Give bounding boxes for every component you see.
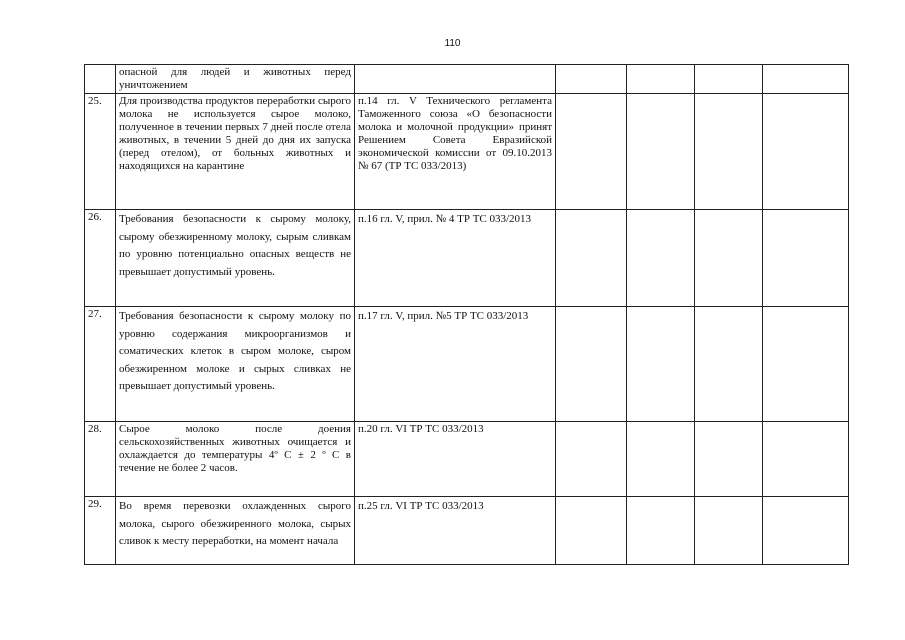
empty-cell <box>627 94 695 210</box>
empty-cell <box>763 94 849 210</box>
row-number: 26. <box>85 210 116 307</box>
reference-text: п.20 гл. VI ТР ТС 033/2013 <box>355 422 556 497</box>
requirement-text: Требования безопасности к сырому молоку по уровню содержания микроорганизмов и соматических клеток в сыром молоке, сыром обезжиренном молоке и сырых сливках не превышает допустимый уровень. <box>116 307 355 422</box>
requirement-text: Сырое молоко после доения сельскохозяйственных животных очищается и охлаждается до температуры 4º С ± 2 º С в течение не более 2 часов. <box>116 422 355 497</box>
reference-text: п.14 гл. V Технического регламента Таможенного союза «О безопасности молока и молочной продукции» принят Решением Совета Евразийской экономической комиссии от 09.10.2013 № 67 (ТР ТС 033/2013) <box>355 94 556 210</box>
empty-cell <box>556 94 627 210</box>
row-number: 29. <box>85 497 116 565</box>
requirement-text: Во время перевозки охлажденных сырого молока, сырого обезжиренного молока, сырых сливок к месту переработки, на момент начала <box>116 497 355 565</box>
table-row <box>85 210 849 307</box>
table-row <box>85 94 849 210</box>
empty-cell <box>763 422 849 497</box>
row-number: 28. <box>85 422 116 497</box>
reference-text: п.25 гл. VI ТР ТС 033/2013 <box>355 497 556 565</box>
row-number: 27. <box>85 307 116 422</box>
table-row <box>85 307 849 422</box>
empty-cell <box>695 497 763 565</box>
row-number <box>85 65 116 94</box>
table-row <box>85 422 849 497</box>
empty-cell <box>627 307 695 422</box>
table-row <box>85 497 849 565</box>
empty-cell <box>627 210 695 307</box>
empty-cell <box>556 307 627 422</box>
empty-cell <box>556 210 627 307</box>
requirement-text: Для производства продуктов переработки сырого молока не используется сырое молоко, полученное в течении первых 7 дней после отела животных, в течении 5 дней до дня их запуска (перед отелом), от больных животных и находящихся на карантине <box>116 94 355 210</box>
empty-cell <box>556 422 627 497</box>
empty-cell <box>763 497 849 565</box>
table-row <box>85 65 849 94</box>
empty-cell <box>695 94 763 210</box>
empty-cell <box>556 497 627 565</box>
empty-cell <box>763 65 849 94</box>
requirement-text: Требования безопасности к сырому молоку, сырому обезжиренному молоку, сырым сливкам по уровню потенциально опасных веществ не превышает допустимый уровень. <box>116 210 355 307</box>
empty-cell <box>556 65 627 94</box>
requirements-table <box>84 64 849 565</box>
empty-cell <box>695 210 763 307</box>
requirement-text: опасной для людей и животных перед уничтожением <box>116 65 355 94</box>
empty-cell <box>763 210 849 307</box>
row-number: 25. <box>85 94 116 210</box>
empty-cell <box>627 65 695 94</box>
empty-cell <box>763 307 849 422</box>
reference-text: п.17 гл. V, прил. №5 ТР ТС 033/2013 <box>355 307 556 422</box>
reference-text: п.16 гл. V, прил. № 4 ТР ТС 033/2013 <box>355 210 556 307</box>
empty-cell <box>695 422 763 497</box>
reference-text <box>355 65 556 94</box>
empty-cell <box>695 65 763 94</box>
empty-cell <box>695 307 763 422</box>
empty-cell <box>627 422 695 497</box>
page-number: 110 <box>444 38 461 49</box>
empty-cell <box>627 497 695 565</box>
